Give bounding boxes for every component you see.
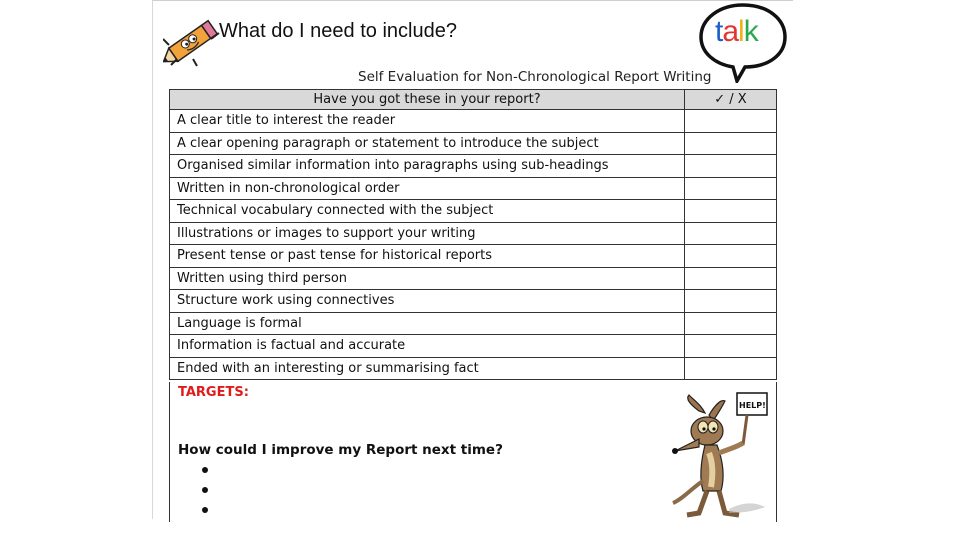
table-row: [170, 267, 777, 290]
help-sign-text: HELP!: [739, 401, 766, 410]
tick-column-header: ✓ / X: [685, 90, 777, 110]
talk-letter-a: a: [722, 15, 739, 48]
tick-cell[interactable]: [685, 200, 777, 223]
table-row: [170, 155, 777, 178]
tick-cell[interactable]: [685, 267, 777, 290]
tick-cell[interactable]: [685, 245, 777, 268]
criteria-cell: Structure work using connectives: [170, 290, 685, 313]
talk-letter-k: k: [743, 15, 758, 48]
tick-cell[interactable]: [685, 155, 777, 178]
criteria-cell: Organised similar information into paragraphs using sub-headings: [170, 155, 685, 178]
criteria-cell: A clear title to interest the reader: [170, 110, 685, 133]
table-row: [170, 200, 777, 223]
criteria-cell: Written using third person: [170, 267, 685, 290]
table-row: [170, 110, 777, 133]
talk-letter-t: t: [715, 15, 723, 48]
coyote-holding-help-sign-icon: [669, 391, 779, 519]
criteria-cell: Language is formal: [170, 312, 685, 335]
worksheet-subtitle: Self Evaluation for Non-Chronological Report Writing: [358, 69, 712, 85]
pencil-character-icon: [163, 15, 223, 67]
tick-cell[interactable]: [685, 290, 777, 313]
table-row: [170, 177, 777, 200]
criteria-cell: Written in non-chronological order: [170, 177, 685, 200]
targets-label: TARGETS:: [178, 385, 249, 400]
criteria-cell: Technical vocabulary connected with the subject: [170, 200, 685, 223]
worksheet: [152, 0, 793, 519]
page-heading: What do I need to include?: [219, 20, 457, 42]
talk-letter-l: l: [738, 15, 744, 48]
table-row: [170, 290, 777, 313]
improve-question: How could I improve my Report next time?: [178, 442, 503, 458]
criteria-cell: Present tense or past tense for historical reports: [170, 245, 685, 268]
table-row: [170, 222, 777, 245]
tick-cell[interactable]: [685, 132, 777, 155]
tick-cell[interactable]: [685, 335, 777, 358]
table-row: [170, 245, 777, 268]
table-row: [170, 335, 777, 358]
criteria-cell: Illustrations or images to support your writing: [170, 222, 685, 245]
table-row: [170, 312, 777, 335]
tick-cell[interactable]: [685, 177, 777, 200]
criteria-cell: Ended with an interesting or summarising fact: [170, 357, 685, 380]
tick-cell[interactable]: [685, 312, 777, 335]
tick-cell[interactable]: [685, 357, 777, 380]
criteria-cell: A clear opening paragraph or statement to introduce the subject: [170, 132, 685, 155]
criteria-cell: Information is factual and accurate: [170, 335, 685, 358]
tick-cell[interactable]: [685, 110, 777, 133]
criteria-column-header: Have you got these in your report?: [170, 90, 685, 110]
tick-cell[interactable]: [685, 222, 777, 245]
talk-logo-text: [715, 17, 758, 47]
table-header-row: [170, 90, 777, 110]
table-row: [170, 357, 777, 380]
self-evaluation-table: [169, 89, 777, 380]
table-row: [170, 132, 777, 155]
